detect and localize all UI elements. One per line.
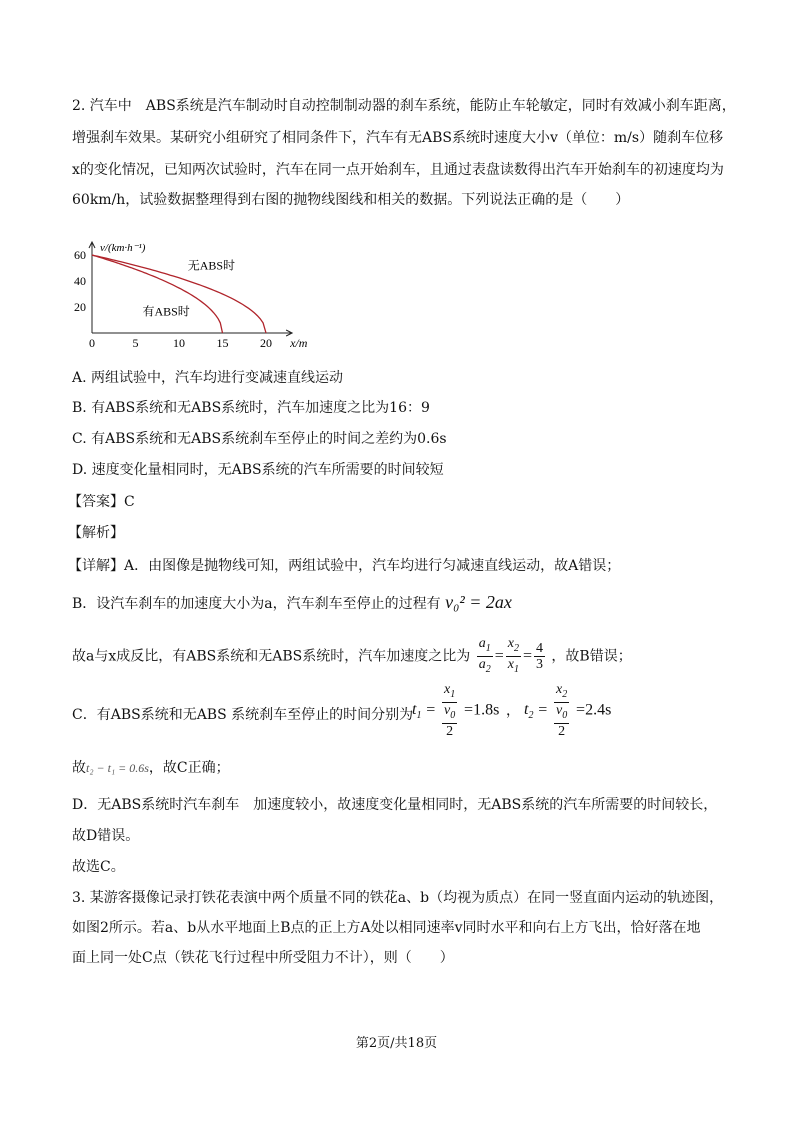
option-b: B. 有ABS系统和无ABS系统时，汽车加速度之比为16：9 bbox=[72, 400, 430, 416]
y-tick-label: 60 bbox=[74, 248, 86, 262]
ratio-x2-x1: $\frac{x_2}{x_1}$ bbox=[507, 636, 519, 675]
y-axis-label: v/(km·h⁻¹) bbox=[100, 242, 146, 254]
q3-line-1: 3. 某游客摄像记录打铁花表演中两个质量不同的铁花a、b（均视为质点）在同一竖直面内运动的轨迹图， bbox=[72, 890, 724, 906]
q3-line-2: 如图2所示。若a、b从水平地面上B点的正上方A处以相同速率v同时水平和向右上方飞出，恰好落在地 bbox=[72, 920, 701, 936]
answer-label: 【答案】 bbox=[68, 494, 124, 510]
detail-b-line bbox=[72, 592, 512, 614]
q3-line-3: 面上同一处C点（铁花飞行过程中所受阻力不计），则（ ） bbox=[72, 950, 454, 966]
detail-c2-line bbox=[72, 758, 230, 778]
x-tick-label: 20 bbox=[260, 336, 272, 350]
detail-c2-pre: 故 bbox=[72, 760, 86, 776]
x-axis-label: x/m bbox=[290, 336, 308, 350]
q2-line-1: 2. 汽车中 ABS系统是汽车制动时自动控制制动器的刹车系统，能防止车轮敏定，同时有效减小刹车距离， bbox=[72, 98, 736, 114]
formula-t1: $t_1$ = $x_1$ $v_0$ 2 =1.8s bbox=[412, 682, 500, 739]
x-tick-label: 0 bbox=[89, 336, 95, 350]
q2-line-2: 增强刹车效果。某研究小组研究了相同条件下，汽车有无ABS系统时速度大小v（单位：m/s）随刹车位移 bbox=[72, 130, 724, 146]
page-footer: 第2页/共18页 bbox=[355, 1036, 438, 1051]
detail-c2-post: ，故C正确； bbox=[148, 760, 230, 776]
detail-d-line-2: 故D错误。 bbox=[72, 828, 140, 844]
choice-line: 故选C。 bbox=[72, 859, 125, 875]
velocity-displacement-chart bbox=[64, 220, 314, 355]
formula-t-diff: t₂ − t₁ = 0.6s bbox=[86, 761, 149, 775]
detail-b2-post: ，故B错误； bbox=[551, 648, 632, 665]
ratio-a1-a2: $\frac{a_1}{a_2}$ bbox=[478, 636, 491, 675]
detail-c-text: C．有ABS系统和无ABS 系统刹车至停止的时间分别为 bbox=[72, 707, 414, 723]
option-d: D. 速度变化量相同时，无ABS系统的汽车所需要的时间较短 bbox=[72, 462, 444, 478]
analysis-label: 【解析】 bbox=[68, 525, 124, 541]
q2-line-3: x的变化情况，已知两次试验时，汽车在同一点开始刹车，且通过表盘读数得出汽车开始刹车的初速度均为 bbox=[72, 162, 724, 178]
y-tick-label: 20 bbox=[74, 300, 86, 314]
ratio-4-3: $\frac{4}{3}$ bbox=[535, 640, 543, 672]
y-tick-label: 40 bbox=[74, 274, 86, 288]
option-c: C. 有ABS系统和无ABS系统刹车至停止的时间之差约为0.6s bbox=[72, 431, 447, 447]
x-tick-label: 10 bbox=[173, 336, 185, 350]
formula-v0-squared: v₀² = 2ax bbox=[445, 592, 512, 612]
curve-no-abs bbox=[92, 255, 266, 333]
detail-b-text: B．设汽车刹车的加速度大小为a，汽车刹车至停止的过程有 bbox=[72, 596, 441, 612]
detail-b2-line: 故a与x成反比，有ABS系统和无ABS系统时，汽车加速度之比为 $\frac{a_1}{a_2}$ = $\frac{x_2}{x_1}$ = $\frac{4}{3}$ ，故B错误； bbox=[72, 636, 632, 675]
answer-line bbox=[68, 492, 135, 512]
q2-line-4: 60km/h，试验数据整理得到右图的抛物线图线和相关的数据。下列说法正确的是（ ） bbox=[72, 192, 630, 208]
formula-t2: $t_2$ = $x_2$ $v_0$ 2 =2.4s bbox=[524, 682, 612, 739]
detail-a: 【详解】A．由图像是抛物线可知，两组试验中，汽车均进行匀减速直线运动，故A错误； bbox=[68, 558, 621, 574]
detail-b2-pre: 故a与x成反比，有ABS系统和无ABS系统时，汽车加速度之比为 bbox=[72, 648, 471, 665]
x-tick-label: 5 bbox=[132, 336, 139, 350]
detail-d-line-1: D．无ABS系统时汽车刹车 加速度较小，故速度变化量相同时，无ABS系统的汽车所需要的时间较长， bbox=[72, 797, 718, 813]
label-no-abs: 无ABS时 bbox=[187, 258, 236, 273]
option-a: A. 两组试验中，汽车均进行变减速直线运动 bbox=[72, 370, 344, 386]
x-tick-label: 15 bbox=[216, 336, 229, 350]
answer-value: C bbox=[124, 494, 135, 510]
comma-separator: ， bbox=[506, 703, 520, 719]
label-abs: 有ABS时 bbox=[142, 304, 190, 319]
